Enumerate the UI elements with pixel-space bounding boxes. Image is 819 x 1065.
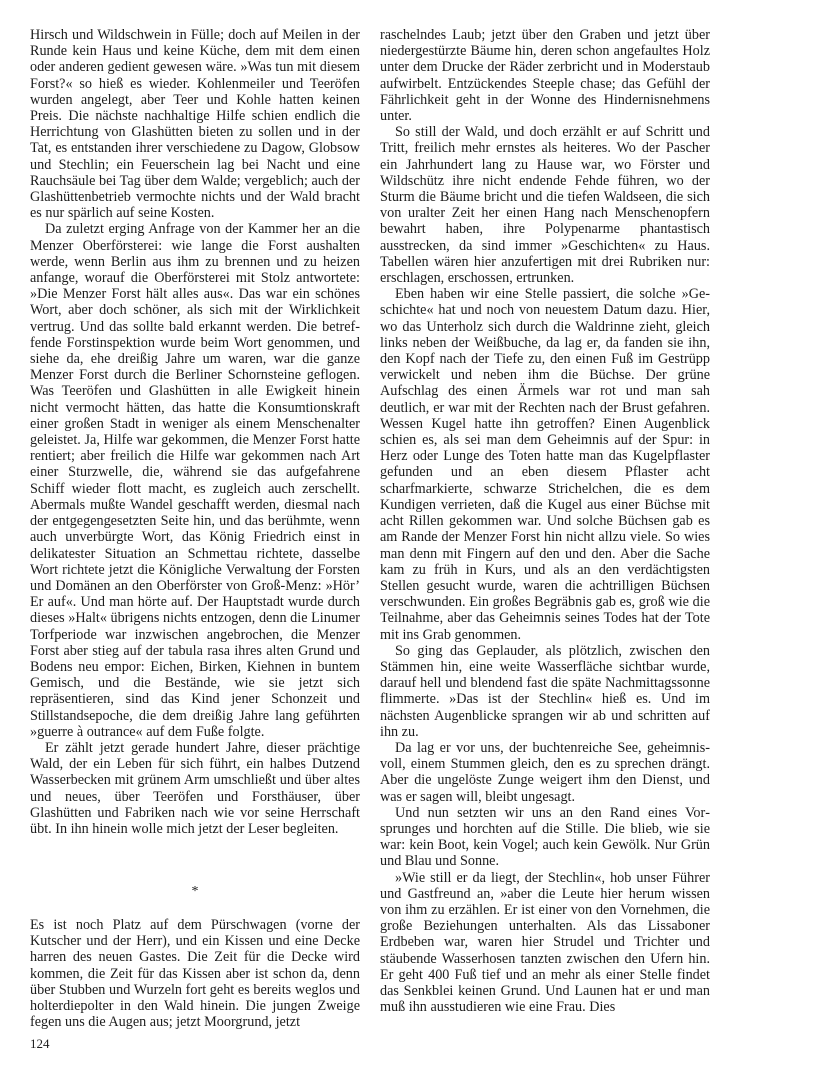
right-column [380,27,710,1015]
paragraph: »Wie still er da liegt, der Stechlin«, hob unser Führer und Gastfreund an, »aber die Leute hier herum wissen von ihm zu erzählen. Er ist einer von den Vornehmen, die große Beziehungen unterhalten. Als das Lissaboner Erdbeben war, waren hier Strudel und Trichter und stäubende Wasserhosen tanzten zwischen den Ufern hin. Er geht 400 Fuß tief und an mehr als einer Stelle findet das Senkblei keinen Grund. Und Launen hat er und man muß ihn ausstudieren wie eine Frau. Dies [380,869,710,1016]
paragraph: Es ist noch Platz auf dem Pürschwagen (vorne der Kutscher und der Herr), und ein Kissen und eine Decke harren des neuen Gastes. Die Zeit für die Decke wird kommen, die Zeit für das Kissen aber ist schon da, denn über Stubben und Wurzeln fort geht es bereits weglos und holterdiepolter in den Wald hinein. Die jungen Zweige fegen uns die Augen aus; jetzt Moorgrund, jetzt [30,917,360,1031]
paragraph: raschelndes Laub; jetzt über den Graben und jetzt über niedergestürzte Bäume hin, deren schon angefaultes Holz unter dem Drucke der Räder zerbricht und in Moderstaub aufwirbelt. Entzückendes Steeple chase; das Gefühl der Fährlichkeit geht in der Wonne des Hindernisnehmens unter. [380,27,710,125]
section-separator: * [191,884,199,899]
paragraph: Er zählt jetzt gerade hundert Jahre, dieser prächtige Wald, der ein Leben für sich führt, ein halbes Dutzend Wasserbecken mit grünem Arm umschließt und über altes und neues, über Teeröfen und Forsthäuser, über Glashütten und Fabriken nach wie vor seine Herrschaft übt. In ihn hinein wolle mich jetzt der Leser begleiten. [30,739,360,837]
paragraph: Da zuletzt erging Anfrage von der Kammer her an die Menzer Oberförsterei: wie lange die Forst aushalten werde, wenn Berlin aus ihm zu brennen und zu heizen anfange, worauf die Oberförsterei mit Stolz antwortete: »Die Menzer Forst hält alles aus«. Das war ein schönes Wort, aber doch schöner, als sich mit der Wirklichkeit vertrug. Und das sollte bald erkannt werden. Die betreffende Forstinspektion wurde beim Wort genommen, und siehe da, ehe dreißig Jahre um waren, war die ganze Menzer Forst durch die Berliner Schornsteine geflogen. Was Teeröfen und Glashütten in alle Ewigkeit hinein nicht vermocht hätten, das hatte die Konsumtionskraft einer großen Stadt in weniger als einem Menschenalter geleistet. Ja, Hilfe war gekommen, die Menzer Forst hatte rentiert; aber freilich die Hilfe war gekommen nach Art einer Sturzwelle, die, während sie das aufgefahrene Schiff wieder flott macht, es zugleich auch zerschellt. Abermals mußte Wandel geschafft werden, diesmal nach der entgegengesetzten Seite hin, und das berühmte, wenn auch unverbürgte Wort, das König Friedrich einst in delikatester Situation an Schmettau richtete, dasselbe Wort richtete jetzt die Königliche Verwaltung der Forsten und Domänen an den Oberförster von Groß-Menz: »Hör’ Er auf«. Und man hörte auf. Der Hauptstadt wurde durch dieses »Halt« übrigens nichts entzogen, denn die Linumer Torfperiode war inzwischen angebrochen, die Menzer Forst aber stieg auf der tabula rasa ihres alten Grund und Bodens neu empor: Eichen, Birken, Kiehnen in buntem Gemisch, und die Bestände, wie sie jetzt sich repräsentieren, sind das Kind jener Schonzeit und Stillstandsepoche, die dem dreißig Jahre lang geführten »guerre à outrance« auf dem Fuße folgte. [30,221,360,740]
page-number: 124 [30,1036,50,1051]
paragraph: Hirsch und Wildschwein in Fülle; doch auf Meilen in der Runde kein Haus und keine Küche, dem mit dem einen oder anderen gedient gewesen wäre. »Was tun mit diesem Forst?« so hieß es wieder. Kohlenmeiler und Teeröfen wurden angelegt, aber Teer und Kohle hatten keinen Preis. Die nächste nachhaltige Hilfe schien endlich die Herrichtung von Glashütten bieten zu sollen und in der Tat, es entstanden ihrer verschiedene zu Dagow, Globsow und Stechlin; ein Feuerschein lag bei Nacht und eine Rauchsäule bei Tag über dem Walde; vergeblich; auch der Glashüttenbetrieb vermochte nichts und der Wald bracht es nur spärlich auf seine Kosten. [30,27,360,222]
paragraph: Und nun setzten wir uns an den Rand eines Vorsprunges und horchten auf die Stille. Die blieb, wie sie war: kein Boot, kein Vogel; auch kein Gewölk. Nur Grün und Blau und Sonne. [380,804,710,870]
paragraph: Eben haben wir eine Stelle passiert, die solche »Geschichte« hat und noch von neuestem Datum dazu. Hier, wo das Unterholz sich durch die Waldrinne zieht, gleich links neben der Weißbuche, da lag er, da fanden sie ihn, den Kopf nach der Tiefe zu, den einen Fuß im Gestrüpp verwickelt und neben ihm die Büchse. Der grüne Aufschlag des einen Ärmels war rot und man sah deutlich, er war mit der Rechten nach der Brust gefahren. Wessen Kugel hatte ihn getroffen? Einen Augenblick schien es, als sei man dem Geheimnis auf der Spur: in Herz oder Lunge des Toten hatte man das Kugelpflaster gefunden und an eben diesem Pflaster acht scharfmarkierte, schwarze Strichelchen, die es dem Kundigen verrieten, daß die Kugel aus einer Büchse mit acht Rillen gekommen war. Und solche Büchsen gab es am Rande der Menzer Forst hin nicht allzu viele. So wies man denn mit Fingern auf den und den. Aber die Sache kam zu früh in Kurs, und als an den verdächtigsten Stellen gesucht wurde, waren die achtrilligen Büchsen verschwunden. Ein großes Begräbnis gab es, groß wie die Teilnahme, aber das Geheimnis seines Todes hat der Tote mit ins Grab genommen. [380,286,710,643]
paragraph: Da lag er vor uns, der buchtenreiche See, geheimnisvoll, einem Stummen gleich, den es zu sprechen drängt. Aber die ungelöste Zunge weigert ihm den Dienst, und was er sagen will, bleibt ungesagt. [380,739,710,805]
paragraph: So still der Wald, und doch erzählt er auf Schritt und Tritt, freilich mehr ernstes als heiteres. Wo der Pascher ein Jahrhundert lang zu Hause war, wo Förster und Wildschütz ihre nicht endende Fehde führen, wo der Sturm die Bäume bricht und die tiefen Waldseen, die sich von uralter Zeit her einen Hang nach Menschenopfern bewahrt haben, ihre Polypenarme phantastisch ausstrecken, da sind immer »Geschichten« zu Haus. Tabellen wären hier anzufertigen mit drei Rubriken nur: erschlagen, erschossen, ertrunken. [380,124,710,287]
paragraph: So ging das Geplauder, als plötzlich, zwischen den Stämmen hin, eine weite Wasserfläche sichtbar wurde, darauf hell und blendend fast die späte Nachmittagssonne flimmerte. »Das ist der Stechlin« hieß es. Und im nächsten Augenblicke sprangen wir ab und schritten auf ihn zu. [380,642,710,740]
left-column [30,27,360,837]
left-column-new-section [30,917,360,1030]
